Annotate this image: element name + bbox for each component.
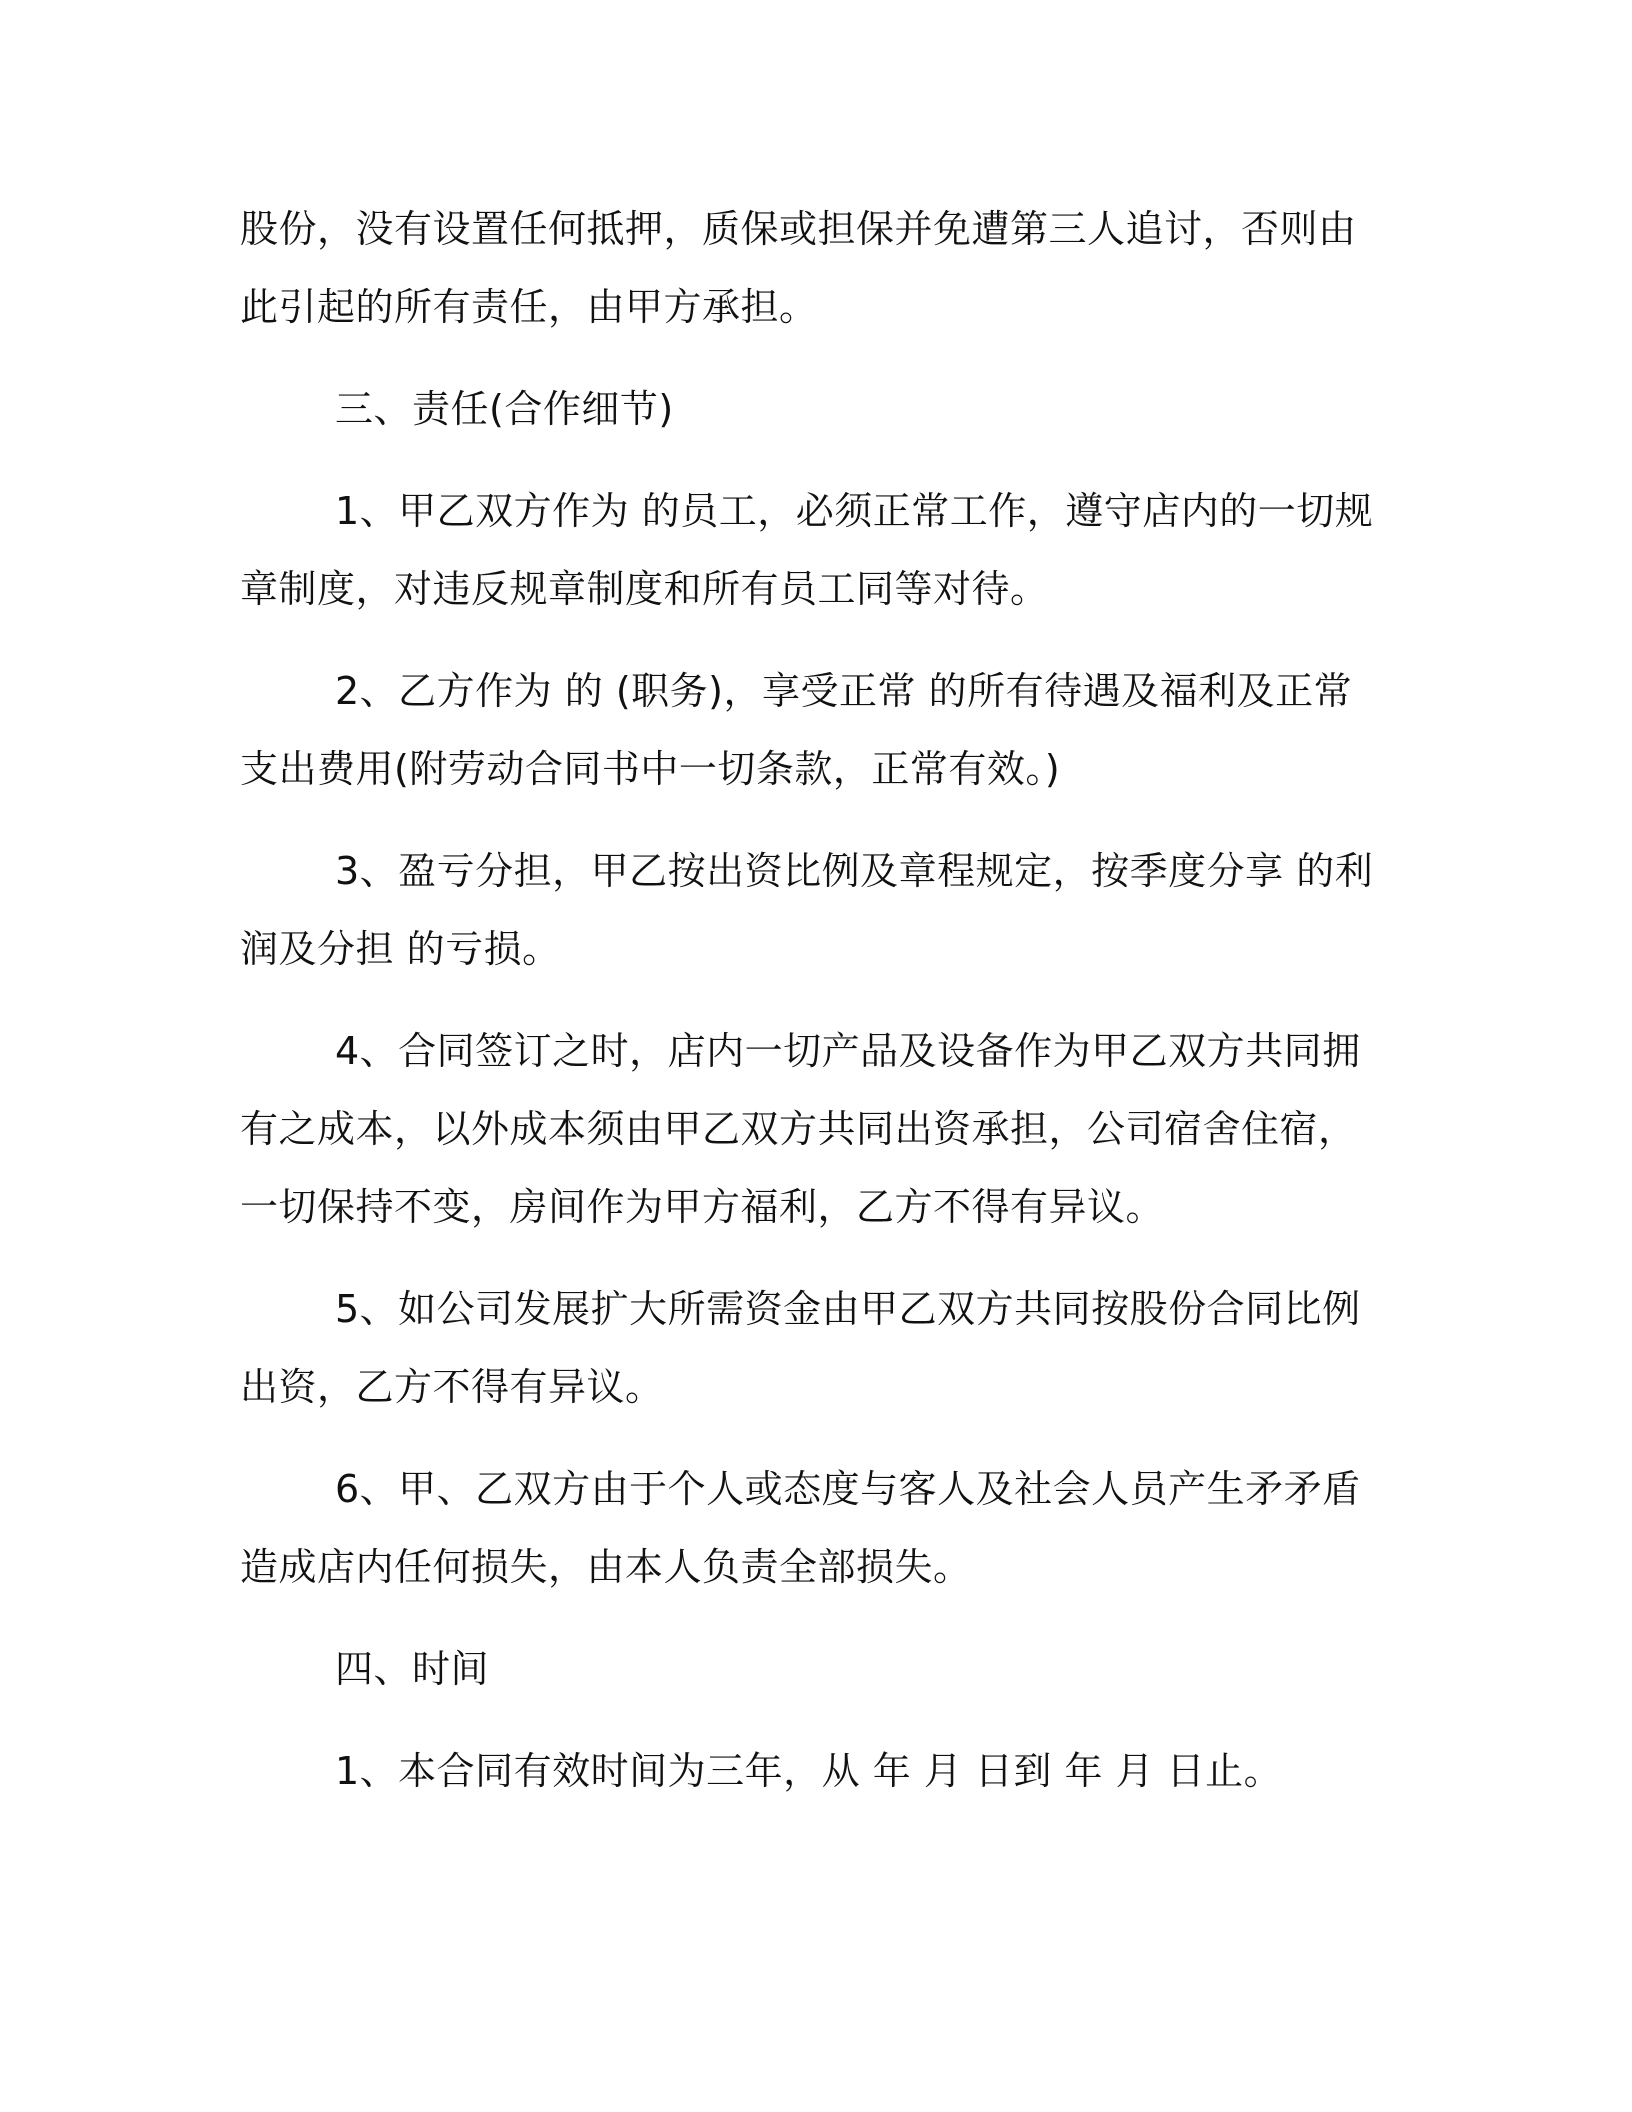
document-body bbox=[240, 190, 1380, 1834]
clause-3-profit-loss: 3、盈亏分担，甲乙按出资比例及章程规定，按季度分享 的利润及分担 的亏损。 bbox=[240, 849, 1374, 971]
clause-5-expansion: 5、如公司发展扩大所需资金由甲乙双方共同按股份合同比例出资，乙方不得有异议。 bbox=[240, 1287, 1361, 1409]
clause-time-1-validity: 1、本合同有效时间为三年，从 年 月 日到 年 月 日止。 bbox=[335, 1749, 1283, 1793]
paragraph-shares-liability: 股份，没有设置任何抵押，质保或担保并免遭第三人追讨，否则由此引起的所有责任，由甲方承担。 bbox=[240, 207, 1357, 329]
section-heading-time: 四、时间 bbox=[335, 1647, 490, 1691]
clause-6-losses: 6、甲、乙双方由于个人或态度与客人及社会人员产生矛矛盾造成店内任何损失，由本人负责全部损失。 bbox=[240, 1467, 1361, 1589]
clause-2-position: 2、乙方作为 的 (职务)，享受正常 的所有待遇及福利及正常支出费用(附劳动合同书中一切条款，正常有效。) bbox=[240, 669, 1353, 791]
clause-1-employees: 1、甲乙双方作为 的员工，必须正常工作，遵守店内的一切规章制度，对违反规章制度和所有员工同等对待。 bbox=[240, 489, 1374, 611]
section-heading-responsibility: 三、责任(合作细节) bbox=[335, 387, 674, 431]
clause-4-assets: 4、合同签订之时，店内一切产品及设备作为甲乙双方共同拥有之成本，以外成本须由甲乙双方共同出资承担，公司宿舍住宿，一切保持不变，房间作为甲方福利，乙方不得有异议。 bbox=[240, 1029, 1361, 1229]
